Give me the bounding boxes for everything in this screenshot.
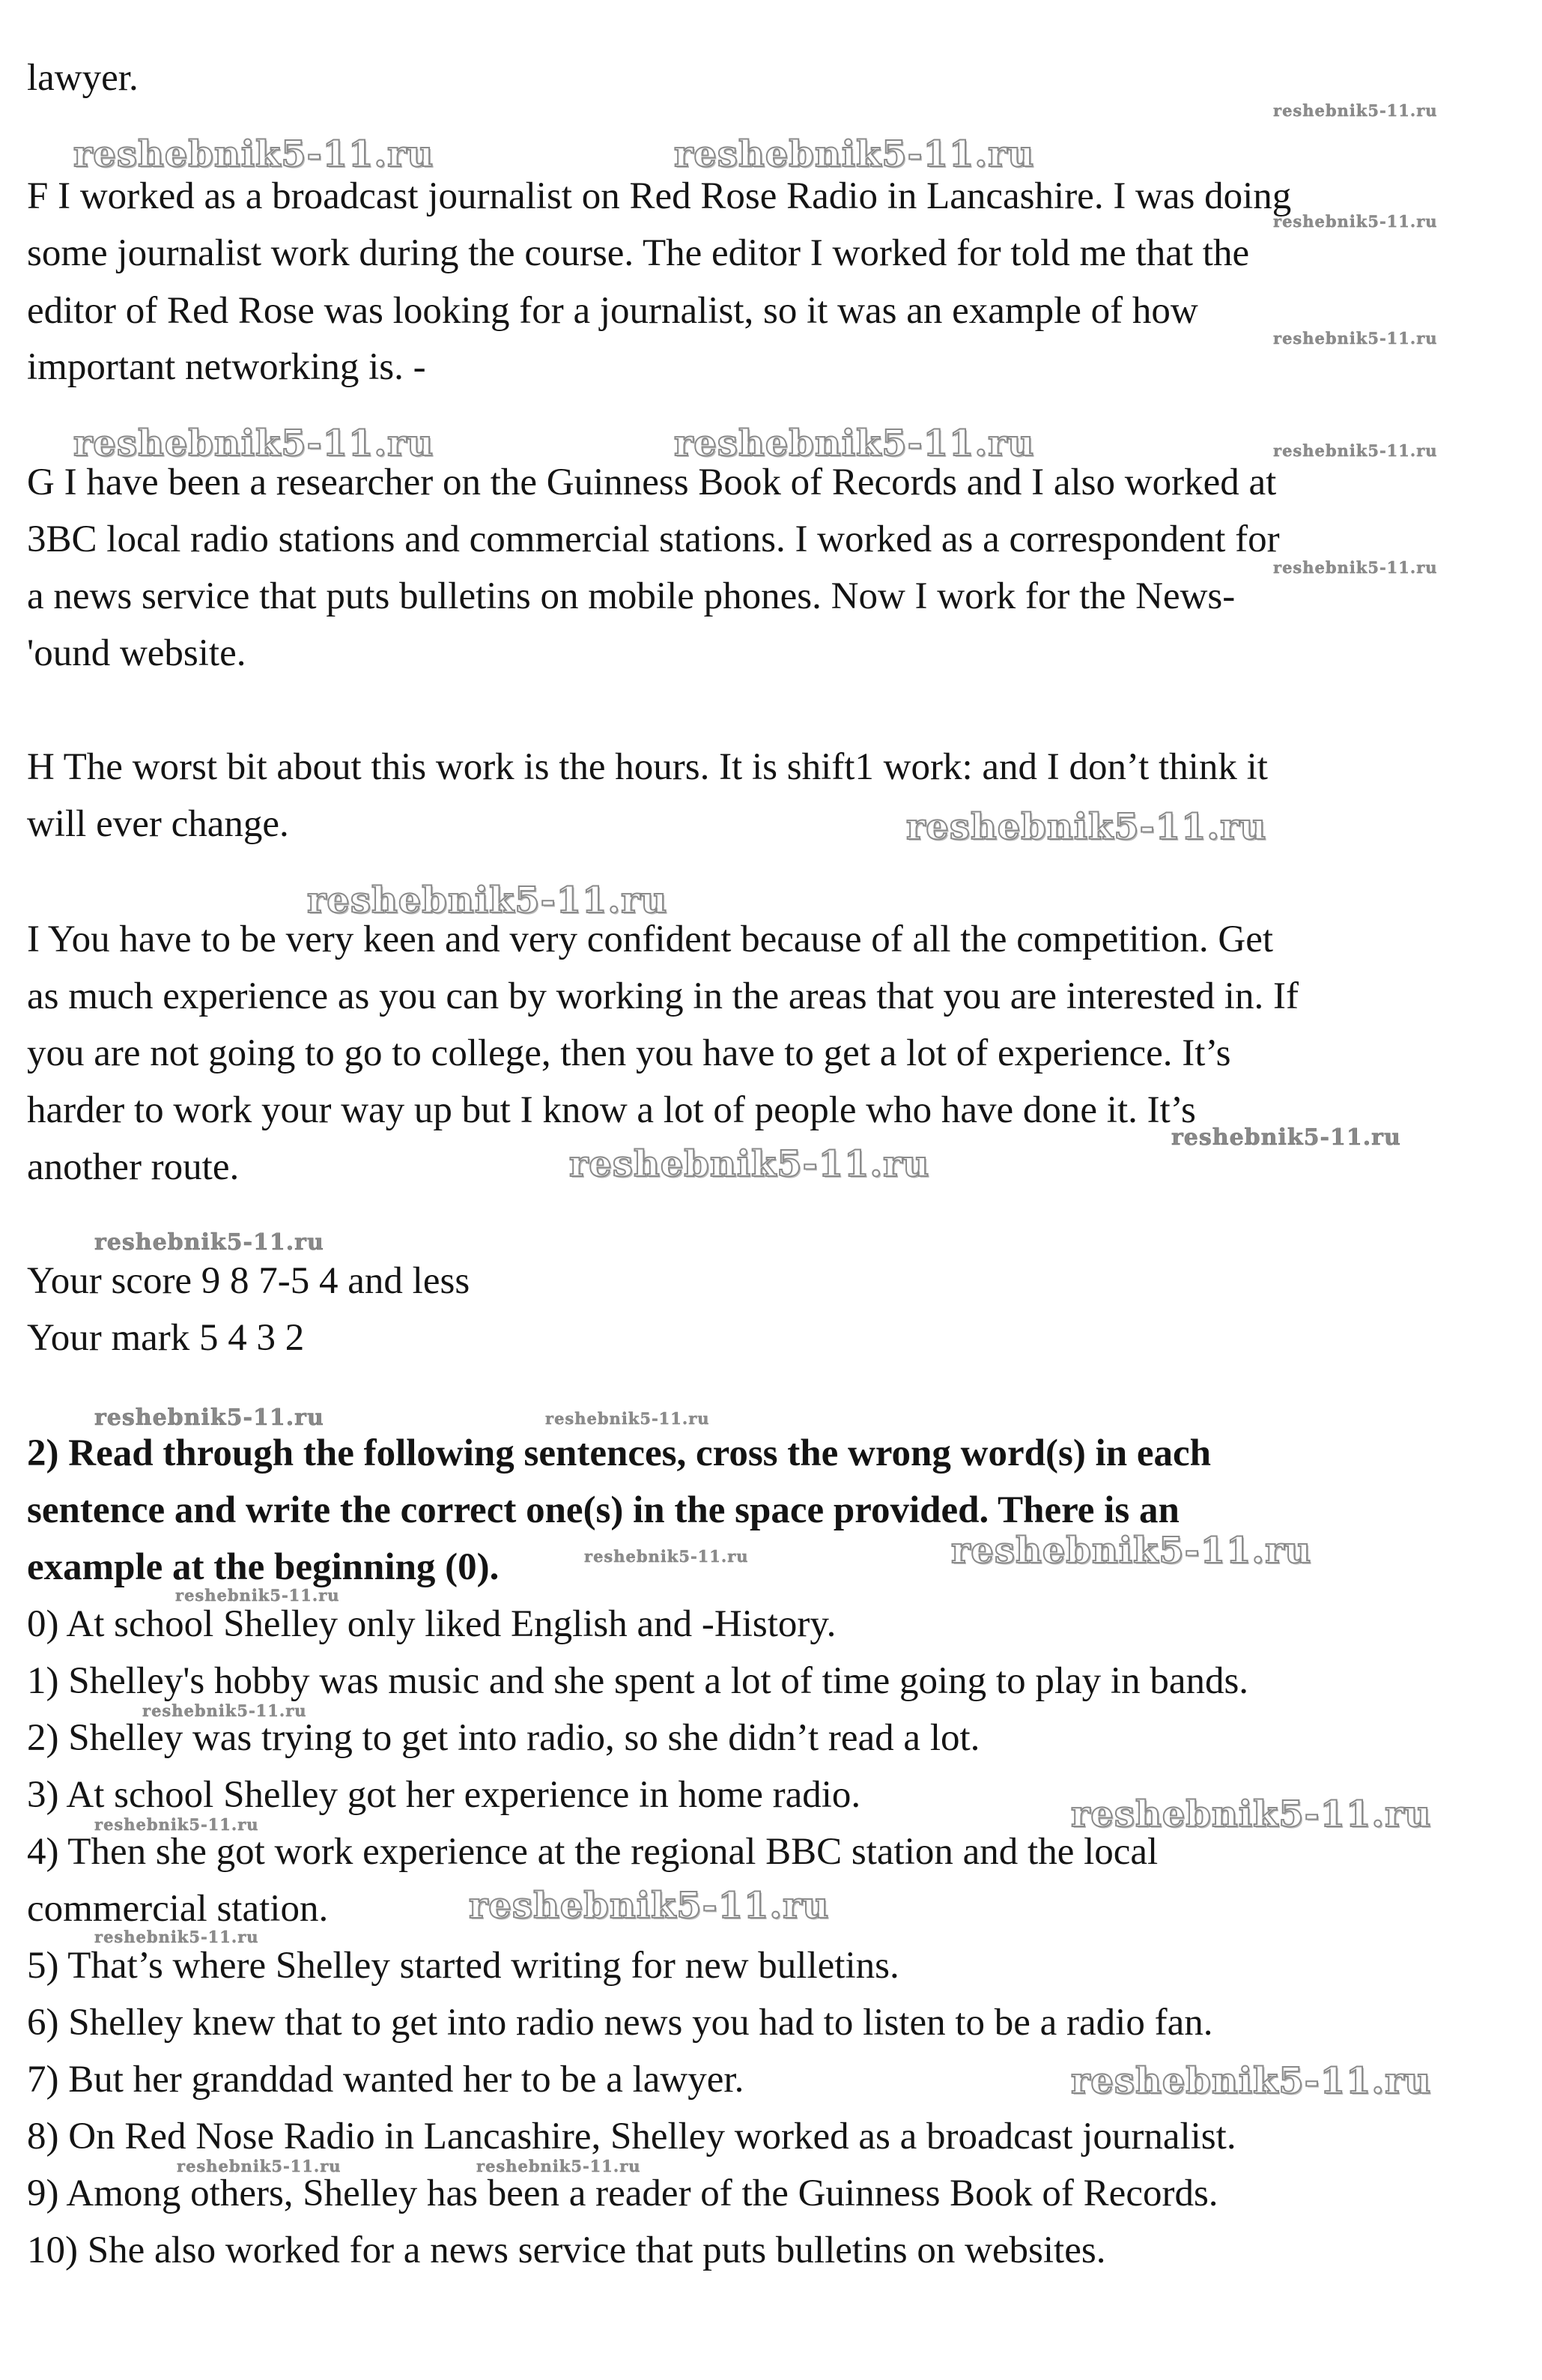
sentence-item: 1) Shelley's hobby was music and she spent a lot of time going to play in bands. [27, 1660, 1249, 1702]
text-line: another route. [27, 1146, 240, 1188]
watermark: reshebnik5-11.ru [142, 1701, 307, 1720]
watermark: reshebnik5-11.ru [94, 1928, 259, 1946]
task-heading: example at the beginning (0). [27, 1546, 500, 1588]
text-line: I You have to be very keen and very confident because of all the competition. Get [27, 918, 1274, 960]
watermark: reshebnik5-11.ru [1071, 2060, 1432, 2102]
watermark: reshebnik5-11.ru [469, 1885, 830, 1927]
watermark: reshebnik5-11.ru [177, 2157, 342, 2175]
text-line: 3BC local radio stations and commercial stations. I worked as a correspondent for [27, 518, 1280, 560]
text-line: important networking is. - [27, 346, 426, 388]
watermark: reshebnik5-11.ru [1273, 441, 1438, 460]
watermark: reshebnik5-11.ru [584, 1547, 749, 1566]
mark-line: Your mark 5 4 3 2 [27, 1317, 305, 1359]
watermark: reshebnik5-11.ru [1273, 212, 1438, 231]
text-line: some journalist work during the course. The editor I worked for told me that the [27, 232, 1250, 274]
watermark: reshebnik5-11.ru [175, 1586, 340, 1605]
text-line: harder to work your way up but I know a lot of people who have done it. It’s [27, 1089, 1196, 1131]
text-line: as much experience as you can by working in the areas that you are interested in. If [27, 975, 1299, 1017]
watermark: reshebnik5-11.ru [1273, 101, 1438, 120]
text-line: will ever change. [27, 803, 289, 845]
watermark: reshebnik5-11.ru [94, 1405, 324, 1431]
task-heading: 2) Read through the following sentences, cross the wrong word(s) in each [27, 1432, 1211, 1474]
sentence-item: 4) Then she got work experience at the regional BBC station and the local [27, 1831, 1159, 1873]
watermark: reshebnik5-11.ru [906, 806, 1267, 848]
watermark: reshebnik5-11.ru [674, 423, 1035, 464]
watermark: reshebnik5-11.ru [307, 879, 668, 921]
watermark: reshebnik5-11.ru [1273, 329, 1438, 348]
text-line: H The worst bit about this work is the hours. It is shift1 work: and I don’t think it [27, 746, 1268, 788]
text-line: F I worked as a broadcast journalist on Red Rose Radio in Lancashire. I was doing [27, 175, 1292, 217]
watermark: reshebnik5-11.ru [94, 1229, 324, 1256]
text-line: G I have been a researcher on the Guinness Book of Records and I also worked at [27, 461, 1277, 503]
watermark: reshebnik5-11.ru [1273, 558, 1438, 577]
sentence-item: 5) That’s where Shelley started writing for new bulletins. [27, 1945, 899, 1987]
watermark: reshebnik5-11.ru [1071, 1793, 1432, 1835]
sentence-item: 7) But her granddad wanted her to be a lawyer. [27, 2059, 744, 2101]
text-line: editor of Red Rose was looking for a journalist, so it was an example of how [27, 290, 1198, 332]
text-line: a news service that puts bulletins on mobile phones. Now I work for the News- [27, 575, 1236, 617]
task-heading: sentence and write the correct one(s) in the space provided. There is an [27, 1489, 1180, 1531]
sentence-item: commercial station. [27, 1888, 329, 1930]
score-line: Your score 9 8 7-5 4 and less [27, 1260, 470, 1302]
sentence-item: 8) On Red Nose Radio in Lancashire, Shelley worked as a broadcast journalist. [27, 2116, 1236, 2158]
watermark: reshebnik5-11.ru [569, 1143, 930, 1185]
watermark: reshebnik5-11.ru [73, 133, 434, 175]
watermark: reshebnik5-11.ru [73, 423, 434, 464]
text-line: lawyer. [27, 57, 139, 99]
text-line: you are not going to go to college, then you have to get a lot of experience. It’s [27, 1032, 1231, 1074]
watermark: reshebnik5-11.ru [94, 1815, 259, 1834]
watermark: reshebnik5-11.ru [476, 2157, 641, 2175]
watermark: reshebnik5-11.ru [1171, 1124, 1401, 1151]
sentence-item: 3) At school Shelley got her experience in home radio. [27, 1774, 861, 1816]
watermark: reshebnik5-11.ru [674, 133, 1035, 175]
sentence-item: 6) Shelley knew that to get into radio news you had to listen to be a radio fan. [27, 2002, 1213, 2044]
sentence-item: 2) Shelley was trying to get into radio, so she didn’t read a lot. [27, 1717, 980, 1759]
text-line: 'ound website. [27, 632, 246, 674]
watermark: reshebnik5-11.ru [545, 1409, 710, 1428]
watermark: reshebnik5-11.ru [951, 1530, 1312, 1572]
sentence-item: 10) She also worked for a news service that puts bulletins on websites. [27, 2229, 1106, 2271]
sentence-item: 0) At school Shelley only liked English and -History. [27, 1603, 837, 1645]
sentence-item: 9) Among others, Shelley has been a reader of the Guinness Book of Records. [27, 2172, 1218, 2214]
